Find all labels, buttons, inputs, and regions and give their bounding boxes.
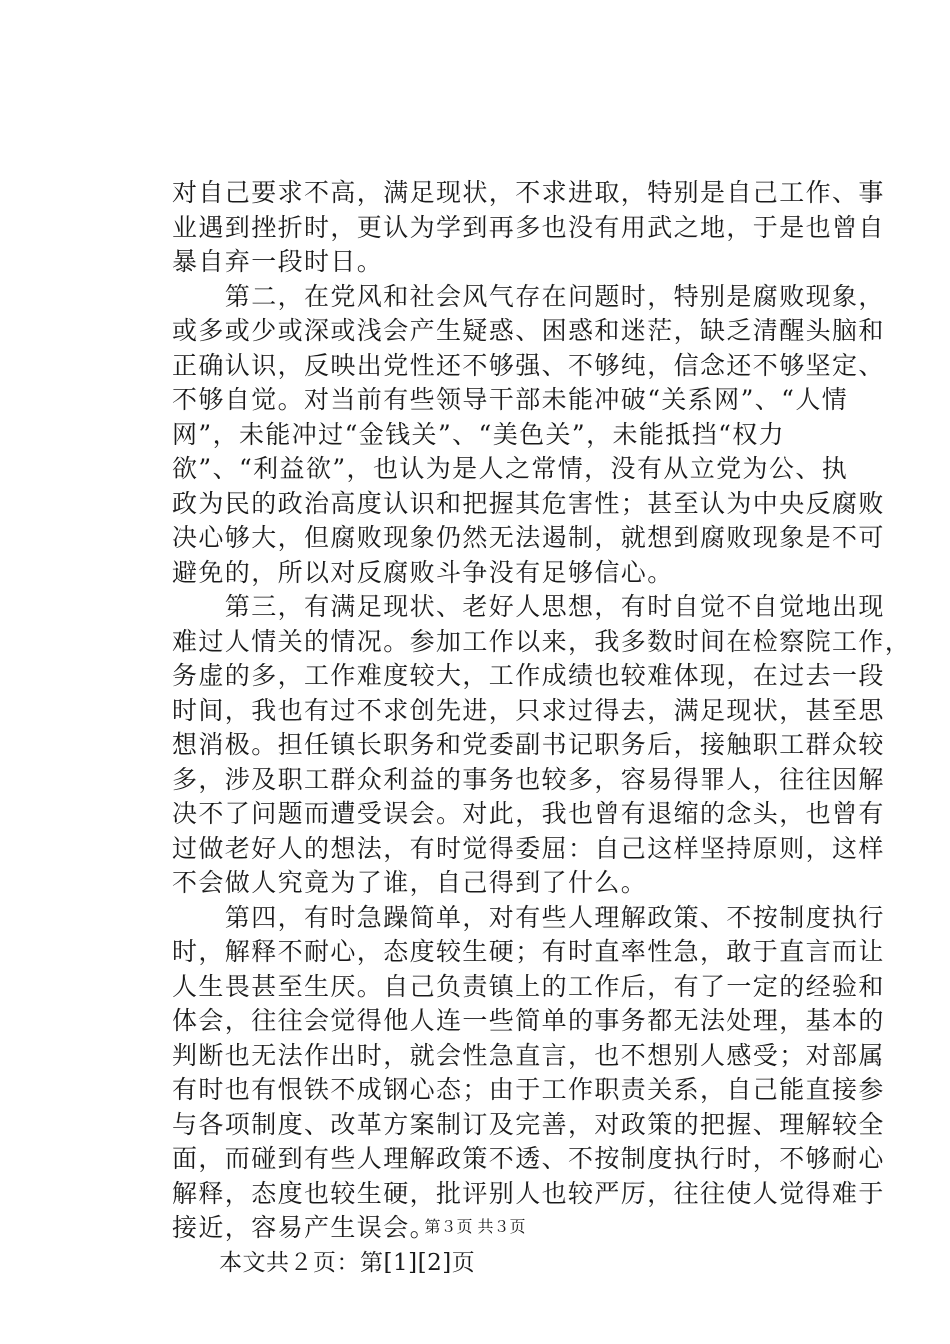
text-line: 多，涉及职工群众利益的事务也较多，容易得罪人，往往因解 <box>172 764 885 794</box>
text-line: 难过人情关的情况。参加工作以来，我多数时间在检察院工作， <box>172 626 912 656</box>
text-line: 接近，容易产生误会。 <box>172 1213 437 1242</box>
text-line: 网”，未能冲过“金钱关”、“美色关”，未能抵挡“权力 <box>172 419 786 449</box>
text-line: 想消极。担任镇长职务和党委副书记职务后，接触职工群众较 <box>172 730 885 759</box>
text-line: 避免的，所以对反腐败斗争没有足够信心。 <box>172 557 674 587</box>
text-line: 政为民的政治高度认识和把握其危害性；甚至认为中央反腐败 <box>172 488 885 518</box>
text-line: 判断也无法作出时，就会性急直言，也不想别人感受；对部属 <box>172 1040 885 1070</box>
page-2-link[interactable]: [2] <box>417 1249 452 1276</box>
text-line: 解释，态度也较生硬，批评别人也较严厉，往往使人觉得难于 <box>172 1178 885 1208</box>
text-line: 决不了问题而遭受误会。对此，我也曾有退缩的念头，也曾有 <box>172 799 885 828</box>
text-line: 欲”、“利益欲”，也认为是人之常情，没有从立党为公、执 <box>172 454 849 483</box>
text-line: 暴自弃一段时日。 <box>172 247 384 276</box>
text-line: 时，解释不耐心，态度较生硬；有时直率性急，敢于直言而让 <box>172 937 885 966</box>
pagination <box>172 1246 832 1281</box>
text-line: 与各项制度、改革方案制订及完善，对政策的把握、理解较全 <box>172 1109 885 1139</box>
text-line: 或多或少或深或浅会产生疑惑、困惑和迷茫，缺乏清醒头脑和 <box>172 316 885 345</box>
text-line: 有时也有恨铁不成钢心态；由于工作职责关系，自己能直接参 <box>172 1075 885 1104</box>
text-line: 对自己要求不高，满足现状，不求进取，特别是自己工作、事 <box>172 178 885 207</box>
text-line: 体会，往往会觉得他人连一些简单的事务都无法处理，基本的 <box>172 1006 885 1035</box>
text-line: 人生畏甚至生厌。自己负责镇上的工作后，有了一定的经验和 <box>172 971 885 1001</box>
pagination-suffix: 页 <box>451 1249 476 1276</box>
text-line: 不会做人究竟为了谁，自己得到了什么。 <box>172 868 648 897</box>
paragraph-start-line: 第四，有时急躁简单，对有些人理解政策、不按制度执行 <box>172 902 885 932</box>
text-line: 正确认识，反映出党性还不够强、不够纯，信念还不够坚定、 <box>172 350 885 380</box>
text-line: 务虚的多，工作难度较大，工作成绩也较难体现，在过去一段 <box>172 661 885 690</box>
page-footer: 第３页 共３页 <box>424 1217 526 1236</box>
text-line: 决心够大，但腐败现象仍然无法遏制，就想到腐败现象是不可 <box>172 523 885 552</box>
text-line: 时间，我也有过不求创先进，只求过得去，满足现状，甚至思 <box>172 695 885 725</box>
text-line: 面，而碰到有些人理解政策不透、不按制度执行时，不够耐心 <box>172 1144 885 1173</box>
text-line: 过做老好人的想法，有时觉得委屈：自己这样坚持原则，这样 <box>172 833 885 863</box>
document-body <box>172 176 912 1280</box>
page-1-link[interactable]: [1] <box>383 1249 418 1276</box>
paragraph-start-line: 第二，在党风和社会风气存在问题时，特别是腐败现象， <box>172 281 885 311</box>
pagination-prefix: 本文共２页：第 <box>172 1249 384 1276</box>
paragraph-start-line: 第三，有满足现状、老好人思想，有时自觉不自觉地出现 <box>172 592 885 621</box>
text-line: 不够自觉。对当前有些领导干部未能冲破“关系网”、“人情 <box>172 385 849 414</box>
text-line: 业遇到挫折时，更认为学到再多也没有用武之地，于是也曾自 <box>172 212 885 242</box>
